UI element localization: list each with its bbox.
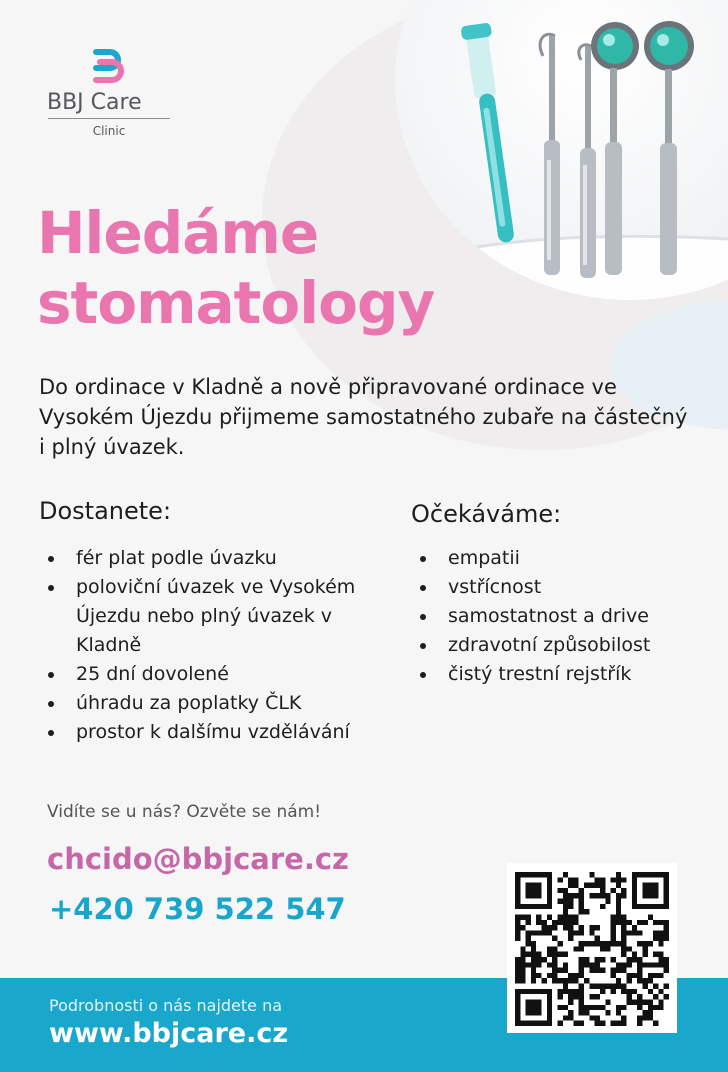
list-item: úhradu za poplatky ČLK xyxy=(39,689,399,718)
qr-code[interactable] xyxy=(507,863,677,1033)
list-item: zdravotní způsobilost xyxy=(411,631,711,660)
contact-prompt: Vidíte se u nás? Ozvěte se nám! xyxy=(47,802,322,822)
list-item: vstřícnost xyxy=(411,573,711,602)
intro-text: Do ordinace v Kladně a nově připravované ordinace ve Vysokém Újezdu přijmeme samostatného zubaře na částečný i plný úvazek. xyxy=(39,375,688,459)
logo-divider xyxy=(48,118,170,119)
logo-mark-icon xyxy=(90,44,130,84)
qr-code-icon xyxy=(515,872,669,1026)
expectations-list xyxy=(411,544,711,689)
list-item: prostor k dalšímu vzdělávání xyxy=(39,718,399,747)
list-item: samostatnost a drive xyxy=(411,602,711,631)
list-item: 25 dní dovolené xyxy=(39,660,399,689)
email-link[interactable]: chcido@bbjcare.cz xyxy=(47,842,349,876)
dental-tools-illustration xyxy=(395,0,728,300)
list-item: fér plat podle úvazku xyxy=(39,544,399,573)
list-item: čistý trestní rejstřík xyxy=(411,660,711,689)
footer-note: Podrobnosti o nás najdete na xyxy=(49,996,283,1015)
expectations-heading: Očekáváme: xyxy=(411,500,562,528)
offer-list xyxy=(39,544,399,747)
logo-name: BBJ Care xyxy=(47,90,142,115)
dental-tools-photo xyxy=(395,0,728,300)
offer-heading: Dostanete: xyxy=(39,497,172,525)
phone-link[interactable]: +420 739 522 547 xyxy=(49,892,346,926)
logo-subtitle: Clinic xyxy=(92,124,126,138)
list-item: poloviční úvazek ve Vysokém Újezdu nebo plný úvazek v Kladně xyxy=(39,573,399,660)
title-line-2: stomatology xyxy=(37,269,435,337)
website-link[interactable]: www.bbjcare.cz xyxy=(49,1018,289,1049)
list-item: empatii xyxy=(411,544,711,573)
page-title xyxy=(37,198,434,338)
title-line-1: Hledáme xyxy=(37,199,319,267)
